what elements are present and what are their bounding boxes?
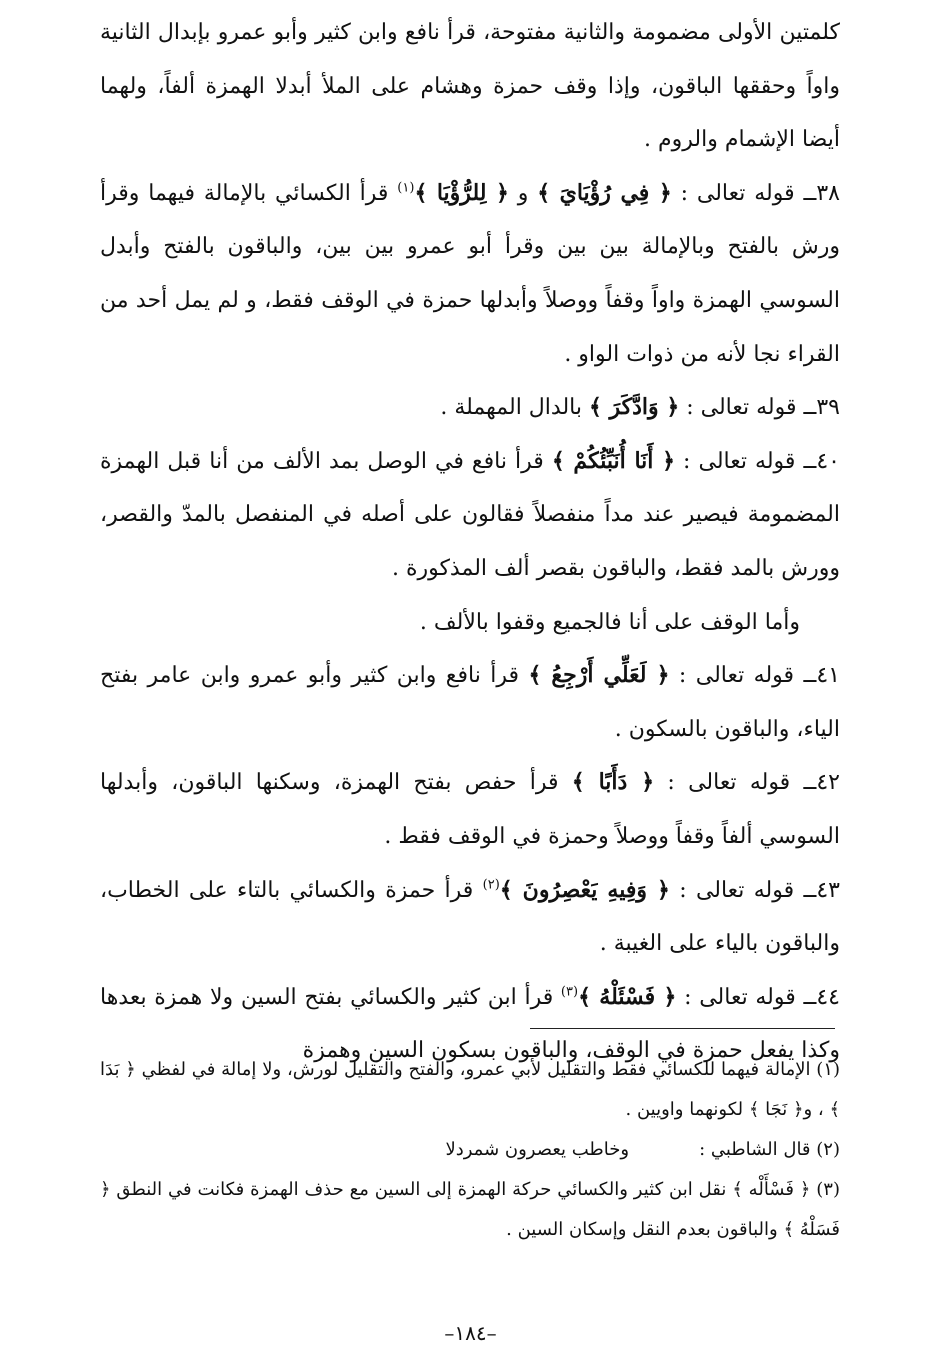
entry-41-lead: ٤١ــ قوله تعالى : xyxy=(669,663,840,689)
entry-38-conj: و xyxy=(508,180,538,206)
entry-41-word: ﴿ لَعَلِّي أَرْجِعُ ﴾ xyxy=(528,662,670,689)
entry-39-lead: ٣٩ــ قوله تعالى : xyxy=(679,395,840,421)
entry-44-word: ﴿ فَسْئَلْهُ ﴾ xyxy=(578,983,677,1010)
entry-38 xyxy=(100,167,840,381)
entry-43-lead: ٤٣ــ قوله تعالى : xyxy=(669,877,840,903)
footnote-2 xyxy=(100,1130,840,1170)
entry-39-text: بالدال المهملة . xyxy=(440,395,589,421)
footnotes xyxy=(100,1050,840,1250)
footnote-3: (٣) ﴿ فَسْأَلْه ﴾ نقل ابن كثير والكسائي حركة الهمزة إلى السين مع حذف الهمزة فكانت في النطق ﴿ فَسَلْهُ ﴾ والباقون بعدم النقل وإسكان السين . xyxy=(100,1179,840,1240)
entry-43 xyxy=(100,864,840,971)
footnote-ref-1[interactable]: (١) xyxy=(397,180,415,196)
footnote-ref-2[interactable]: (٢) xyxy=(482,877,500,893)
entry-38-lead: ٣٨ــ قوله تعالى : xyxy=(671,180,840,206)
entry-42 xyxy=(100,756,840,863)
entry-42-text: قرأ حفص بفتح الهمزة، وسكنها الباقون، وأبدلها السوسي ألفاً وقفاً ووصلاً وحمزة في الوقف فقط . xyxy=(100,770,840,849)
footnote-2-label: (٢) قال الشاطبي : xyxy=(699,1139,840,1160)
entry-38-text: قرأ الكسائي بالإمالة فيهما وقرأ ورش بالفتح وبالإمالة بين بين وقرأ أبو عمرو بين بين، والباقون بالفتح وأبدل السوسي الهمزة واواً وقفاً ووصلاً وأبدلها حمزة في الوقف فقط، و لم يمل أحد من القراء نجا لأنه من ذوات الواو . xyxy=(100,180,840,367)
main-text xyxy=(100,6,840,1078)
footnote-ref-3[interactable]: (٣) xyxy=(560,984,579,1000)
entry-40-lead: ٤٠ــ قوله تعالى : xyxy=(675,448,840,474)
entry-40 xyxy=(100,435,840,596)
entry-42-word: ﴿ دَأَبًا ﴾ xyxy=(571,769,655,796)
footnote-divider xyxy=(530,1028,835,1029)
entry-44-text: قرأ ابن كثير والكسائي بفتح السين ولا همزة بعدها وكذا يفعل حمزة في الوقف، والباقون بسكون السين وهمزة xyxy=(100,984,840,1064)
entry-40-note: وأما الوقف على أنا فالجميع وقفوا بالألف . xyxy=(419,609,800,635)
entry-39-word: ﴿ وَادَّكَرَ ﴾ xyxy=(588,394,680,421)
entry-38-word-2: ﴿ لِلرُّؤْيَا ﴾ xyxy=(414,179,509,206)
entry-40-word: ﴿ أَنَا أُنَبِّئُكُمْ ﴾ xyxy=(551,447,675,474)
footnote-2-verse: وخاطب يعصرون شمردلا xyxy=(445,1139,630,1160)
entry-41-text: قرأ نافع وابن كثير وأبو عمرو وابن عامر بفتح الياء، والباقون بالسكون . xyxy=(100,663,840,742)
intro-paragraph: كلمتين الأولى مضمومة والثانية مفتوحة، قرأ نافع وابن كثير وأبو عمرو بإبدال الثانية واواً وحققها الباقون، وإذا وقف حمزة وهشام على الملأ أبدلا الهمزة ألفاً، ولهما أيضا الإشمام والروم . xyxy=(100,20,840,153)
entry-39 xyxy=(100,381,840,435)
page-number: –١٨٤– xyxy=(444,1321,497,1345)
entry-42-lead: ٤٢ــ قوله تعالى : xyxy=(654,770,840,796)
entry-43-text: قرأ حمزة والكسائي بالتاء على الخطاب، والباقون بالياء على الغيبة . xyxy=(100,877,840,957)
entry-43-word: ﴿ وَفِيهِ يَعْصِرُونَ ﴾ xyxy=(499,876,670,903)
page-body xyxy=(100,6,840,1078)
entry-41 xyxy=(100,649,840,756)
entry-44-lead: ٤٤ــ قوله تعالى : xyxy=(676,984,840,1010)
entry-40-text: قرأ نافع في الوصل بمد الألف من أنا قبل الهمزة المضمومة فيصير عند مداً منفصلاً فقالون على أصله في المنفصل بالمدّ والقصر، وورش بالمد فقط، والباقون بقصر ألف المذكورة . xyxy=(100,448,840,581)
footnote-1: (١) الإمالة فيهما للكسائي فقط والتقليل لأبي عمرو، والفتح والتقليل لورش، ولا إمالة في لفظي ﴿ بَدَا ﴾ ، و﴿ نَجَا ﴾ لكونهما واويين . xyxy=(100,1059,840,1120)
entry-38-word-1: ﴿ فِي رُؤْيَايَ ﴾ xyxy=(537,179,672,206)
